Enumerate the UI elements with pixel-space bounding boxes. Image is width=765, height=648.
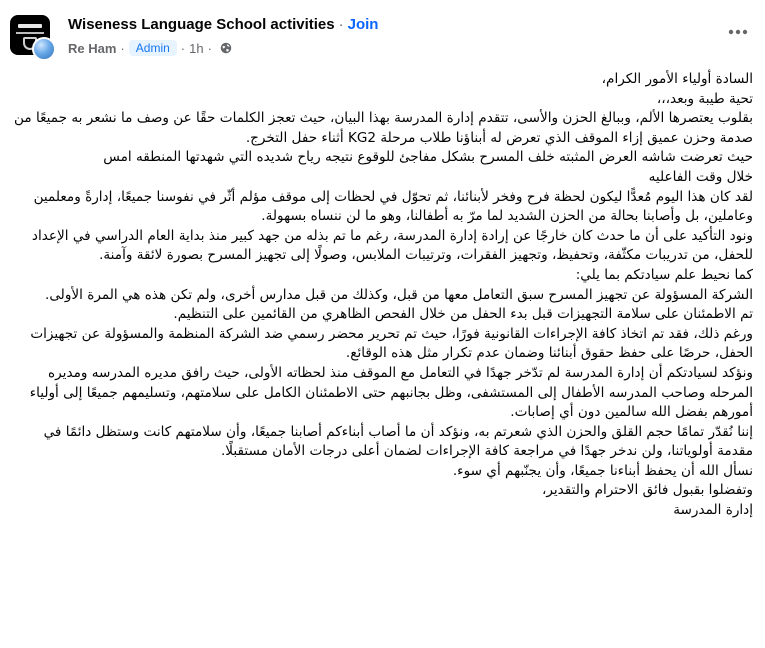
paragraph-feelings: لقد كان هذا اليوم مُعدًّا ليكون لحظة فرح وفخر لأبنائنا، ثم تحوّل في لحظات إلى موقف مؤلم أثّر في نفوسنا جميعًا، إدارةً ومعلمين وعاملين، بل وأصابنا بحالة من الحزن الشديد لما مرّ به أطفالنا، وهو ما لن ننساه بسهولة. bbox=[33, 188, 753, 225]
group-title-line bbox=[68, 16, 378, 33]
post-timestamp[interactable]: 1h bbox=[189, 40, 204, 56]
post-message bbox=[12, 70, 753, 521]
paragraph-intro: بقلوب يعتصرها الألم، وببالغ الحزن والأسى، تتقدم إدارة المدرسة بهذا البيان، حيث تعجز الكلمات حقًا عن وصف ما نشعر به جميعًا من صدمة وحزن عميق إزاء الموقف الذي تعرض له أبناؤنا طلاب مرحلة KG2 أثناء حفل التخرج. bbox=[14, 110, 753, 146]
closing: وتفضلوا بقبول فائق الاحترام والتقدير، bbox=[541, 482, 753, 499]
meta-separator-3: · bbox=[207, 40, 212, 56]
admin-badge[interactable]: Admin bbox=[129, 40, 177, 56]
author-avatar[interactable] bbox=[32, 37, 56, 61]
group-name-link[interactable]: Wiseness Language School activities bbox=[68, 16, 335, 33]
meta-separator: · bbox=[120, 40, 125, 56]
paragraph-apology: إننا نُقدّر تمامًا حجم القلق والحزن الذي شعرتم به، ونؤكد أن ما أصاب أبناءكم أصابنا جميعًا، وأن سلامتهم كانت وستظل دائمًا في مقدمة أولوياتنا، ولن ندخر جهدًا في مراجعة كافة الإجراءات لضمان أعلى درجات الأمان مستقبلًا. bbox=[43, 423, 753, 460]
more-options-button[interactable] bbox=[724, 18, 752, 46]
salutation: السادة أولياء الأمور الكرام، bbox=[601, 71, 753, 87]
author-name-link[interactable]: Re Ham bbox=[68, 40, 117, 56]
post-meta bbox=[68, 39, 232, 57]
paragraph-hospital: ونؤكد لسيادتكم أن إدارة المدرسة لم تدّخر جهدًا في التعامل مع الموقف منذ لحظاته الأولى، حيث رافق مديره المدرسه ومديره المرحله وصاحب المدرسه الأطفال إلى المستشفى، وظل بجانبهم حتى الاطمئنان الكامل على سلامتهم، وتسليمهم جميعًا إلى أولياء أمورهم بفضل الله سالمين دون أي إصابات. bbox=[29, 364, 753, 421]
greeting: تحية طيبة وبعد،،، bbox=[656, 90, 753, 107]
more-horizontal-icon bbox=[728, 29, 748, 35]
paragraph-inspection: تم الاطمئنان على سلامة التجهيزات قبل بدء الحفل من خلال الفحص الظاهري من القائمين على التنظيم. bbox=[173, 306, 753, 323]
signature: إدارة المدرسة bbox=[673, 502, 753, 519]
avatar-group[interactable] bbox=[10, 15, 56, 61]
paragraph-notice: كما نحيط علم سيادتكم بما يلي: bbox=[575, 266, 753, 283]
join-button[interactable]: Join bbox=[347, 16, 379, 33]
paragraph-incident: حيث تعرضت شاشه العرض المثبته خلف المسرح بشكل مفاجئ للوقوع نتيجه رياح شديده التي شهدتها المنطقه امس bbox=[103, 149, 753, 166]
paragraph-company: الشركة المسؤولة عن تجهيز المسرح سبق التعامل معها من قبل، وكذلك من قبل مدارس أخرى، ولم تكن هذه هي المرة الأولى. bbox=[45, 286, 753, 303]
paragraph-event-time: خلال وقت الفاعليه bbox=[648, 168, 753, 185]
paragraph-prayer: نسأل الله أن يحفظ أبناءنا جميعًا، وأن يجنّبهم أي سوء. bbox=[452, 462, 753, 479]
paragraph-legal: ورغم ذلك، فقد تم اتخاذ كافة الإجراءات القانونية فورًا، حيث تم تحرير محضر رسمي ضد الشركة المنظمة والمسؤولة عن تجهيزات الحفل، حرصًا على حفظ حقوق أبنائنا وضمان عدم تكرار مثل هذه الوقائع. bbox=[30, 325, 753, 362]
post-header bbox=[0, 0, 765, 66]
school-logo-icon bbox=[18, 24, 42, 28]
logo-divider bbox=[16, 32, 44, 34]
paragraph-preparations: ونود التأكيد على أن ما حدث كان خارجًا عن إرادة إدارة المدرسة، رغم ما تم بذله من جهد كبير منذ بداية العام الدراسي في الإعداد للحفل، من تدريبات مكثّفة، وتحفيظ، وتجهيز الفقرات، وترتيبات الملابس، وصولًا إلى تجهيز المسرح بصورة لائقة وآمنة. bbox=[31, 227, 753, 264]
title-separator: · bbox=[338, 16, 344, 33]
meta-separator-2: · bbox=[180, 40, 186, 56]
globe-icon[interactable] bbox=[220, 42, 232, 54]
